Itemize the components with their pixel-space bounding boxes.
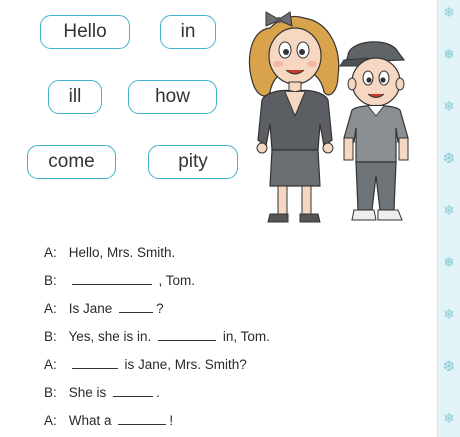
dialogue-text: . [156,385,160,400]
answer-blank[interactable] [72,355,118,369]
speaker-label: B: [44,273,57,288]
dialogue-text: ? [156,301,164,316]
dialogue-line-3 [44,299,164,319]
dialogue-text: in, Tom. [222,329,270,344]
snowflake-icon: ❄ [443,99,455,115]
answer-blank[interactable] [158,327,216,341]
snowflake-icon: ❆ [443,151,455,167]
word-card-label: Hello [63,21,107,42]
word-card-come[interactable] [27,145,116,179]
word-card-how[interactable] [128,80,217,114]
dialogue-line-5 [44,355,247,375]
speaker-label: A: [44,357,57,372]
snowflake-icon: ❄ [443,307,455,323]
boy-figure [340,42,408,220]
decorative-edge-strip [437,0,460,437]
word-card-label: ill [68,86,82,107]
word-card-label: come [48,151,95,172]
dialogue-text: She is [68,385,107,400]
word-card-label: how [155,86,190,107]
dialogue-text: is Jane, Mrs. Smith? [124,357,247,372]
speaker-label: A: [44,301,57,316]
speaker-label: B: [44,329,57,344]
speaker-label: B: [44,385,57,400]
dialogue-line-1 [44,243,175,263]
dialogue-line-6 [44,383,160,403]
snowflake-icon: ❄ [443,411,455,427]
word-card-label: in [180,21,196,42]
answer-blank[interactable] [113,383,153,397]
dialogue-text: What a [68,413,112,428]
snowflake-icon: ❆ [443,359,455,375]
dialogue-line-7 [44,411,173,431]
dialogue-line-2 [44,271,195,291]
dialogue-text: Hello, Mrs. Smith. [68,245,176,260]
word-card-in[interactable] [160,15,216,49]
dialogue-text: Yes, she is in. [68,329,152,344]
word-card-ill[interactable] [48,80,102,114]
woman-figure [249,12,338,222]
word-card-label: pity [178,151,208,172]
word-card-hello[interactable] [40,15,130,49]
dialogue-text: Is Jane [68,301,113,316]
word-card-pity[interactable] [148,145,238,179]
speaker-label: A: [44,413,57,428]
snowflake-icon: ❅ [443,255,455,271]
snowflake-icon: ❄ [443,203,455,219]
dialogue-text: ! [169,413,174,428]
dialogue-text: , Tom. [158,273,196,288]
snowflake-icon: ❅ [443,47,455,63]
speaker-label: A: [44,245,57,260]
dialogue-line-4 [44,327,270,347]
woman-and-boy-illustration [240,0,435,235]
answer-blank[interactable] [118,411,166,425]
answer-blank[interactable] [119,299,153,313]
answer-blank[interactable] [72,271,152,285]
snowflake-icon: ❄ [443,5,455,21]
